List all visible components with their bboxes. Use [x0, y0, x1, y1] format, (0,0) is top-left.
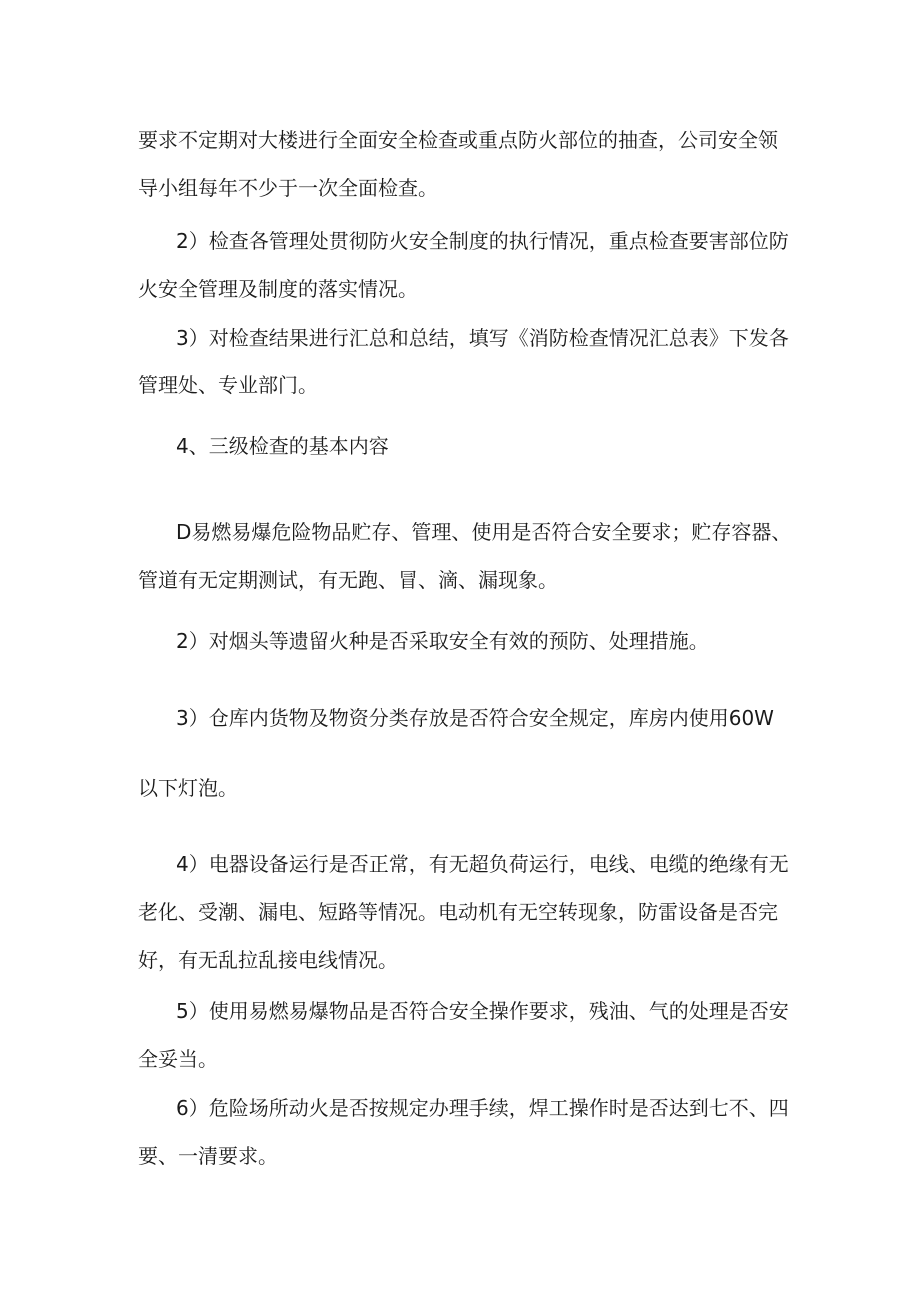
- text-line: 3）仓库内货物及物资分类存放是否符合安全规定，库房内使用60W: [176, 706, 774, 730]
- text-line: 4）电器设备运行是否正常，有无超负荷运行，电线、电缆的绝缘有无: [176, 852, 789, 876]
- text-line: 管道有无定期测试，有无跑、冒、滴、漏现象。: [138, 568, 558, 592]
- text-line: 管理处、专业部门。: [138, 373, 318, 397]
- text-line: 6）危险场所动火是否按规定办理手续，焊工操作时是否达到七不、四: [176, 1096, 789, 1120]
- text-line: 5）使用易燃易爆物品是否符合安全操作要求，残油、气的处理是否安: [176, 999, 789, 1023]
- text-line: D易燃易爆危险物品贮存、管理、使用是否符合安全要求；贮存容器、: [176, 520, 792, 544]
- text-line: 火安全管理及制度的落实情况。: [138, 277, 418, 301]
- text-line: 老化、受潮、漏电、短路等情况。电动机有无空转现象，防雷设备是否完: [138, 900, 778, 924]
- text-line: 3）对检查结果进行汇总和总结，填写《消防检查情况汇总表》下发各: [176, 326, 789, 350]
- text-line: 2）检查各管理处贯彻防火安全制度的执行情况，重点检查要害部位防: [176, 229, 789, 253]
- section-heading: 4、三级检查的基本内容: [176, 434, 389, 458]
- text-line: 要求不定期对大楼进行全面安全检查或重点防火部位的抽查，公司安全领: [138, 128, 778, 152]
- text-line: 导小组每年不少于一次全面检查。: [138, 176, 438, 200]
- text-line: 要、一清要求。: [138, 1144, 278, 1168]
- text-line: 以下灯泡。: [138, 776, 238, 800]
- text-line: 好，有无乱拉乱接电线情况。: [138, 948, 398, 972]
- text-line: 全妥当。: [138, 1047, 218, 1071]
- text-line: 2）对烟头等遗留火种是否采取安全有效的预防、处理措施。: [176, 629, 709, 653]
